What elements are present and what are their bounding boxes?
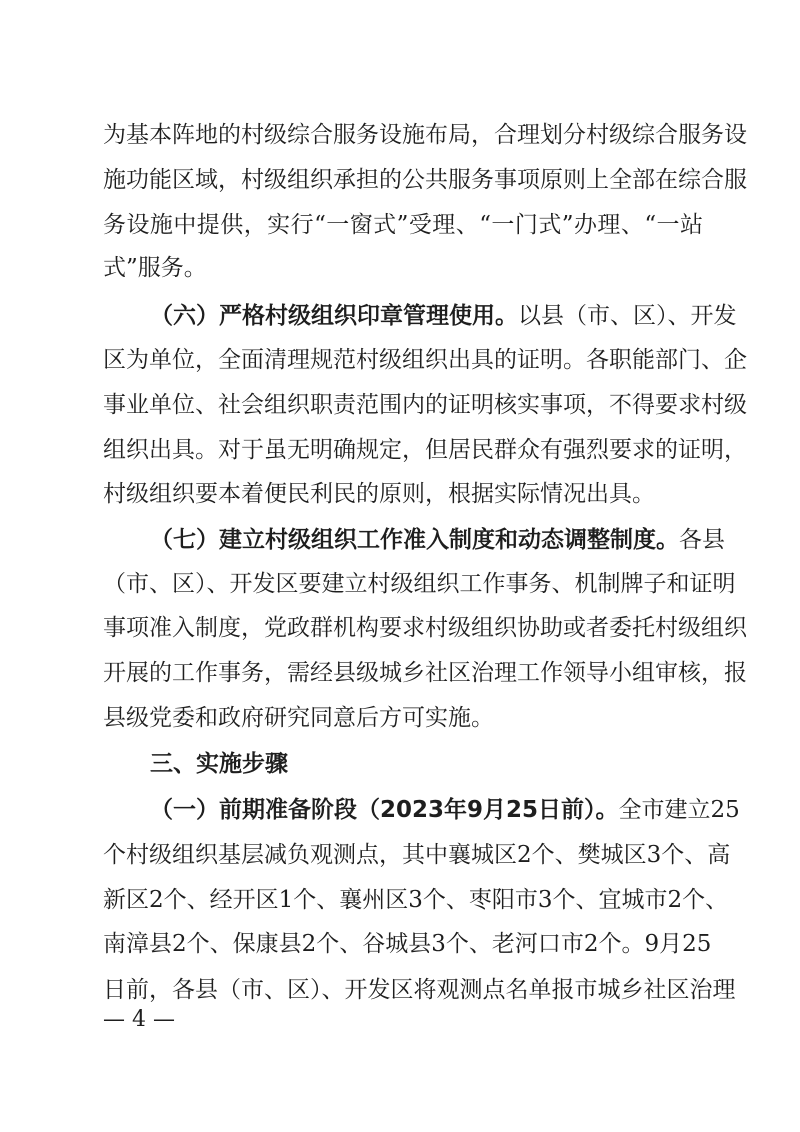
line-text: 全市建立25 <box>618 797 740 823</box>
line-text: 务设施中提供，实行“一窗式”受理、“一门式”办理、“一站 <box>103 212 703 238</box>
line-text: 式”服务。 <box>103 255 207 281</box>
paragraph-line <box>103 340 747 380</box>
section-heading-line <box>150 296 737 336</box>
paragraph-line <box>103 608 747 648</box>
line-text: 南漳县2个、保康县2个、谷城县3个、老河口市2个。9月25 <box>103 931 712 957</box>
paragraph-line <box>103 430 747 470</box>
line-text: 日前，各县（市、区）、开发区将观测点名单报市城乡社区治理 <box>103 977 736 1003</box>
line-text: 施功能区域，村级组织承担的公共服务事项原则上全部在综合服 <box>103 167 747 193</box>
line-text: 新区2个、经开区1个、襄州区3个、枣阳市3个、宜城市2个、 <box>103 887 729 913</box>
section-heading <box>150 744 703 784</box>
line-text: 村级组织要本着便民利民的原则，根据实际情况出具。 <box>103 481 655 507</box>
paragraph-line <box>103 970 736 1010</box>
line-text: 以县（市、区）、开发 <box>518 303 737 329</box>
paragraph-line <box>103 698 703 738</box>
paragraph-line <box>103 924 712 964</box>
paragraph-line <box>103 653 747 693</box>
line-text: 个村级组织基层减负观测点，其中襄城区2个、樊城区3个、高 <box>103 842 731 868</box>
section-heading-line <box>150 790 740 830</box>
line-text: 开展的工作事务，需经县级城乡社区治理工作领导小组审核，报 <box>103 660 747 686</box>
paragraph-line <box>103 385 747 425</box>
line-text: 事项准入制度，党政群机构要求村级组织协助或者委托村级组织 <box>103 615 747 641</box>
line-text: 区为单位，全面清理规范村级组织出具的证明。各职能部门、企 <box>103 347 747 373</box>
paragraph-line <box>103 564 736 604</box>
line-text: 组织出具。对于虽无明确规定，但居民群众有强烈要求的证明， <box>103 437 747 463</box>
line-text: 各县 <box>679 527 725 553</box>
subsection-title: （六）严格村级组织印章管理使用。 <box>150 303 518 329</box>
subsection-title: （一）前期准备阶段（2023年9月25日前）。 <box>150 797 619 823</box>
paragraph-line <box>103 160 747 200</box>
paragraph-line <box>103 474 703 514</box>
paragraph-line <box>103 115 747 155</box>
page-number: — 4 — <box>103 1007 175 1032</box>
paragraph-line <box>103 205 703 245</box>
line-text: 为基本阵地的村级综合服务设施布局，合理划分村级综合服务设 <box>103 122 747 148</box>
paragraph-line <box>103 835 731 875</box>
section-heading-line <box>150 520 725 560</box>
paragraph-line <box>103 248 703 288</box>
subsection-title: （七）建立村级组织工作准入制度和动态调整制度。 <box>150 527 679 553</box>
line-text: 县级党委和政府研究同意后方可实施。 <box>103 705 494 731</box>
paragraph-line <box>103 880 729 920</box>
section-title: 三、实施步骤 <box>150 751 288 777</box>
line-text: （市、区）、开发区要建立村级组织工作事务、机制牌子和证明 <box>103 571 736 597</box>
line-text: 事业单位、社会组织职责范围内的证明核实事项，不得要求村级 <box>103 392 747 418</box>
